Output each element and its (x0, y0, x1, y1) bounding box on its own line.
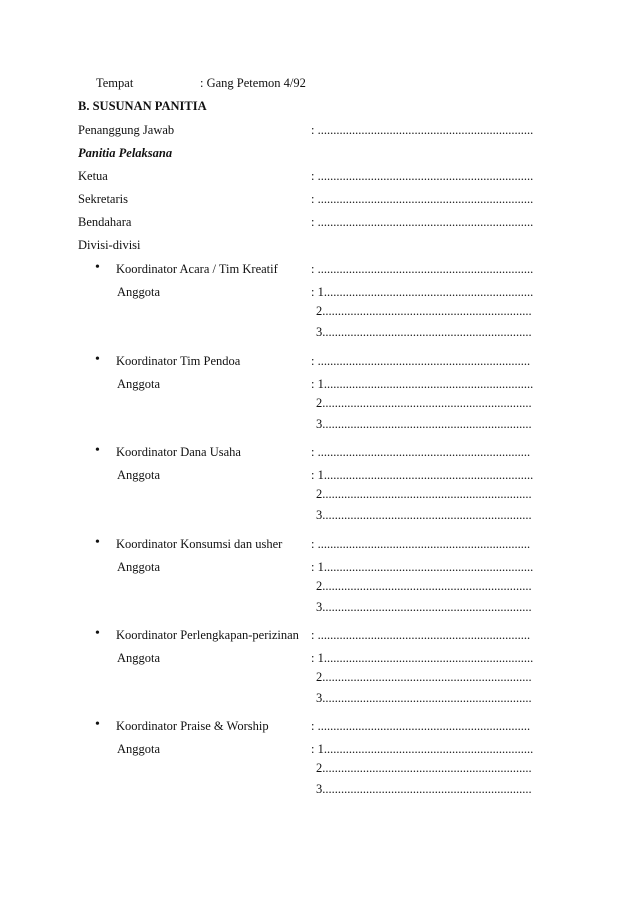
anggota-member-3: 3................................................................... (316, 691, 532, 705)
bendahara-value: : ..................................................................... (311, 215, 534, 229)
anggota-member-3: 3................................................................... (316, 508, 532, 522)
anggota-member-2: 2................................................................... (316, 670, 532, 684)
anggota-member-3: 3................................................................... (316, 600, 532, 614)
anggota-member-2: 2................................................................... (316, 396, 532, 410)
koordinator-perlengkapan-label: Koordinator Perlengkapan-perizinan (116, 628, 299, 642)
sekretaris-value: : ..................................................................... (311, 192, 534, 206)
anggota-member-1: : 1................................................................... (311, 285, 534, 299)
anggota-member-2: 2................................................................... (316, 487, 532, 501)
koordinator-acara-value: : ..................................................................... (311, 262, 534, 276)
anggota-member-1: : 1................................................................... (311, 560, 534, 574)
koordinator-praise-value: : .................................................................... (311, 719, 531, 733)
bullet-icon: • (95, 260, 100, 275)
ketua-label: Ketua (78, 169, 108, 183)
koordinator-konsumsi-label: Koordinator Konsumsi dan usher (116, 537, 283, 551)
koordinator-praise-label: Koordinator Praise & Worship (116, 719, 269, 733)
anggota-member-2: 2................................................................... (316, 761, 532, 775)
bullet-icon: • (95, 717, 100, 732)
anggota-member-1: : 1................................................................... (311, 377, 534, 391)
koordinator-konsumsi-value: : .................................................................... (311, 537, 531, 551)
anggota-label: Anggota (117, 742, 161, 756)
anggota-member-3: 3................................................................... (316, 325, 532, 339)
tempat-value: : Gang Petemon 4/92 (200, 76, 306, 90)
anggota-label: Anggota (117, 377, 161, 391)
koordinator-pendoa-label: Koordinator Tim Pendoa (116, 354, 241, 368)
anggota-label: Anggota (117, 468, 161, 482)
bullet-icon: • (95, 352, 100, 367)
koordinator-perlengkapan-value: : .................................................................... (311, 628, 531, 642)
penanggung-jawab-label: Penanggung Jawab (78, 123, 175, 137)
anggota-member-1: : 1................................................................... (311, 468, 534, 482)
anggota-member-1: : 1................................................................... (311, 742, 534, 756)
anggota-member-2: 2................................................................... (316, 304, 532, 318)
bendahara-label: Bendahara (78, 215, 132, 229)
koordinator-pendoa-value: : .................................................................... (311, 354, 531, 368)
anggota-member-3: 3................................................................... (316, 782, 532, 796)
koordinator-acara-label: Koordinator Acara / Tim Kreatif (116, 262, 278, 276)
sekretaris-label: Sekretaris (78, 192, 128, 206)
panitia-pelaksana-title: Panitia Pelaksana (78, 146, 173, 160)
tempat-label: Tempat (96, 76, 134, 90)
anggota-member-2: 2................................................................... (316, 579, 532, 593)
section-title: B. SUSUNAN PANITIA (78, 99, 207, 113)
bullet-icon: • (95, 626, 100, 641)
penanggung-jawab-value: : ..................................................................... (311, 123, 534, 137)
anggota-label: Anggota (117, 560, 161, 574)
koordinator-dana-value: : .................................................................... (311, 445, 531, 459)
anggota-label: Anggota (117, 651, 161, 665)
bullet-icon: • (95, 443, 100, 458)
ketua-value: : ..................................................................... (311, 169, 534, 183)
anggota-label: Anggota (117, 285, 161, 299)
divisi-title: Divisi-divisi (78, 238, 141, 252)
bullet-icon: • (95, 535, 100, 550)
anggota-member-1: : 1................................................................... (311, 651, 534, 665)
koordinator-dana-label: Koordinator Dana Usaha (116, 445, 241, 459)
anggota-member-3: 3................................................................... (316, 417, 532, 431)
